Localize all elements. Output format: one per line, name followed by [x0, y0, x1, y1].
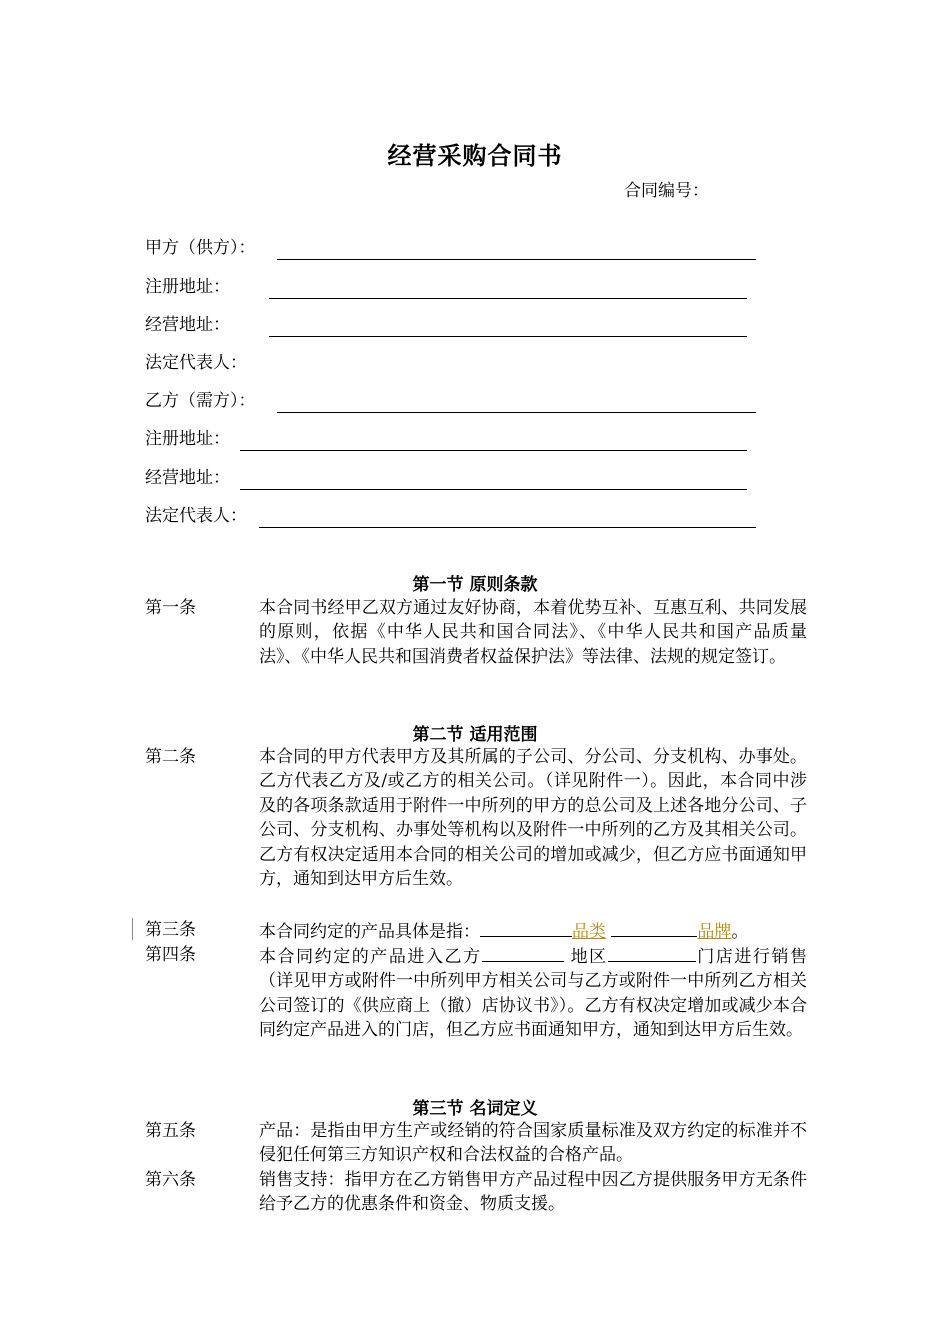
party-b-field[interactable]: [145, 389, 256, 413]
article-label-5: 第五条: [145, 1121, 196, 1141]
article-label-2: 第二条: [145, 747, 196, 767]
party-a-registered-address-line[interactable]: [269, 298, 747, 299]
party-b-registered-address-field[interactable]: [145, 427, 230, 451]
party-b-business-address-field[interactable]: [145, 466, 230, 490]
party-b-label: 乙方（需方）：: [145, 391, 256, 411]
category-link[interactable]: 品类: [572, 922, 606, 942]
region-blank[interactable]: [482, 943, 564, 962]
contract-number-label: 合同编号：: [624, 181, 709, 201]
section-heading-2: 第二节 适用范围: [412, 725, 538, 745]
party-b-business-address-label: 经营地址：: [145, 468, 230, 488]
section-heading-1: 第一节 原则条款: [412, 575, 538, 595]
article-body-5: 产品：是指由甲方生产或经销的符合国家质量标准及双方约定的标准并不侵犯任何第三方知识产权和合法权益的合格产品。: [259, 1121, 807, 1166]
party-a-registered-address-field[interactable]: [145, 275, 230, 299]
store-blank[interactable]: [608, 943, 696, 962]
party-b-registered-address-line[interactable]: [240, 450, 747, 451]
party-a-legal-rep-label: 法定代表人：: [145, 353, 247, 373]
article-body-1: 本合同书经甲乙双方通过友好协商，本着优势互补、互惠互利、共同发展的原则，依据《中华人民共和国合同法》、《中华人民共和国产品质量法》、《中华人民共和国消费者权益保护法》等法律、法规的规定签订。: [259, 598, 807, 667]
article-body-4: [259, 943, 807, 1043]
party-a-business-address-line[interactable]: [269, 336, 747, 337]
text-cursor-marker: [132, 918, 133, 940]
article-3-text: 本合同约定的产品具体是指：: [259, 922, 480, 942]
article-4-text-region: 地区: [563, 947, 608, 967]
party-a-business-address-field[interactable]: [145, 313, 230, 337]
party-b-line[interactable]: [277, 412, 756, 413]
article-label-4: 第四条: [145, 945, 196, 965]
party-a-legal-rep-field: [145, 351, 247, 375]
party-b-registered-address-label: 注册地址：: [145, 429, 230, 449]
article-label-6: 第六条: [145, 1170, 196, 1190]
brand-blank[interactable]: [611, 918, 697, 937]
party-b-business-address-line[interactable]: [240, 489, 747, 490]
article-label-1: 第一条: [145, 598, 196, 618]
category-blank[interactable]: [480, 918, 572, 937]
article-body-2: 本合同的甲方代表甲方及其所属的子公司、分公司、分支机构、办事处。乙方代表乙方及/或乙方的相关公司。（详见附件一）。因此，本合同中涉及的各项条款适用于附件一中所列的甲方的总公司及上述各地分公司、子公司、分支机构、办事处等机构以及附件一中所列的乙方及其相关公司。乙方有权决定适用本合同的相关公司的增加或减少，但乙方应书面通知甲方，通知到达甲方后生效。: [259, 747, 807, 890]
party-a-field[interactable]: [145, 236, 256, 260]
section-heading-3: 第三节 名词定义: [412, 1099, 538, 1119]
article-body-6: 销售支持：指甲方在乙方销售甲方产品过程中因乙方提供服务甲方无条件给予乙方的优惠条件和资金、物质支援。: [259, 1170, 807, 1215]
party-a-line[interactable]: [277, 259, 756, 260]
party-a-registered-address-label: 注册地址：: [145, 277, 230, 297]
article-label-3: 第三条: [145, 920, 196, 940]
party-b-legal-rep-field[interactable]: [145, 504, 247, 528]
party-a-business-address-label: 经营地址：: [145, 315, 230, 335]
article-4-text-start: 本合同约定的产品进入乙方: [259, 947, 482, 967]
party-b-legal-rep-label: 法定代表人：: [145, 506, 247, 526]
article-4-text-end: 门店进行销售（详见甲方或附件一中所列甲方相关公司与乙方或附件一中所列乙方相关公司签订的《供应商上（撤）店协议书》）。乙方有权决定增加或减少本合同约定产品进入的门店，但乙方应书面通知甲方，通知到达甲方后生效。: [259, 947, 807, 1041]
article-body-3: [259, 918, 807, 944]
party-b-legal-rep-line[interactable]: [259, 527, 756, 528]
brand-link[interactable]: 品牌: [697, 922, 732, 942]
article-3-end: 。: [731, 922, 749, 942]
document-title: 经营采购合同书: [387, 142, 563, 170]
party-a-label: 甲方（供方）：: [145, 238, 256, 258]
